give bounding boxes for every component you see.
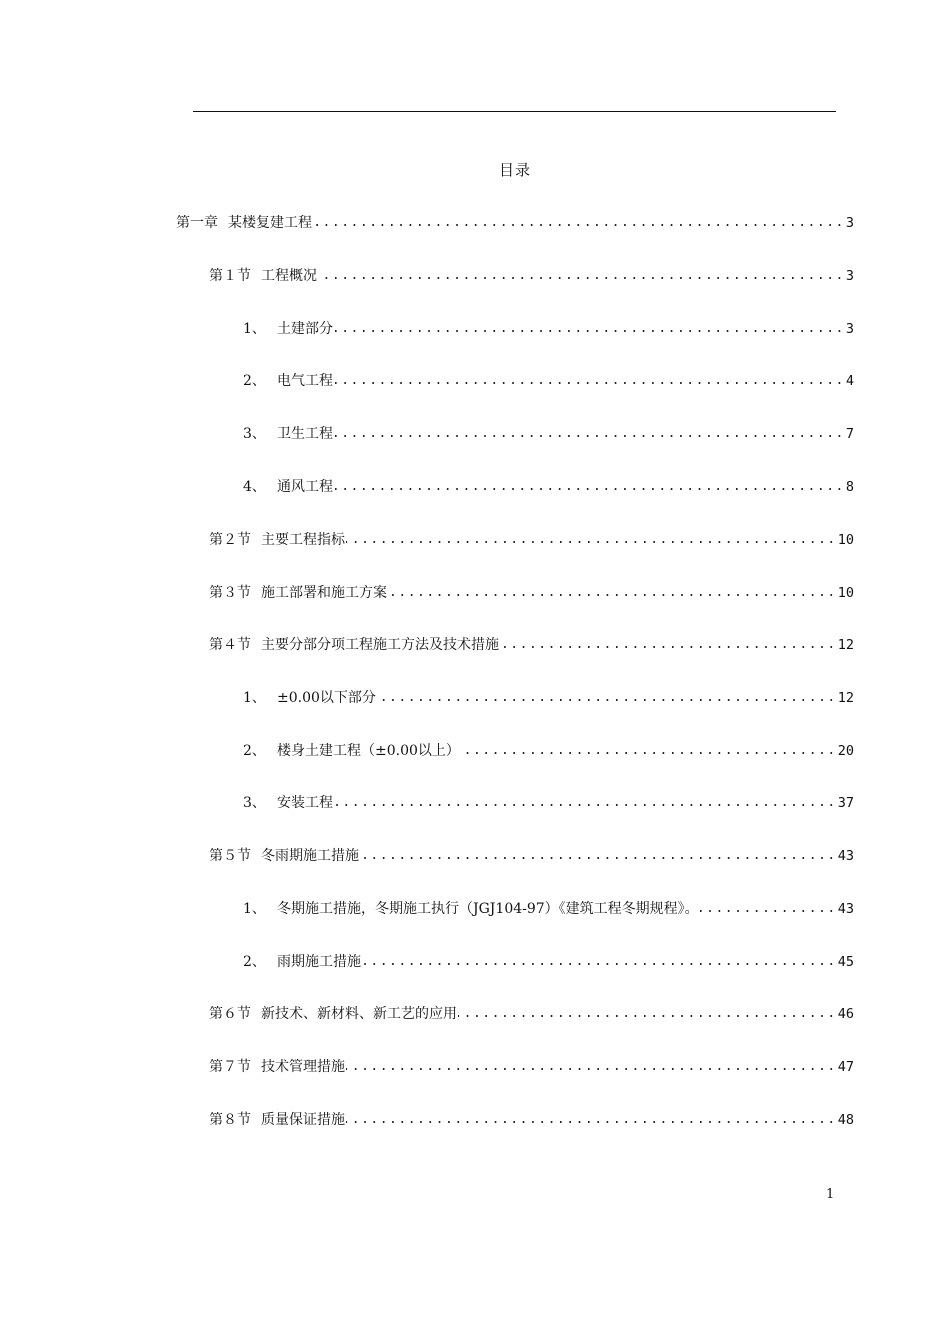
toc-entry-page: 45 (837, 954, 854, 970)
toc-entry-1-4[interactable] (243, 476, 854, 498)
toc-entry-text: ±0.00以下部分 (277, 690, 376, 706)
toc-entry-number: 1、 (243, 901, 266, 917)
toc-entry-text: 电气工程 (277, 373, 333, 389)
toc-entry-text: 新技术、新材料、新工艺的应用 (261, 1006, 457, 1022)
toc-entry-text: 工程概况 (261, 268, 317, 284)
dot-leader (500, 634, 837, 656)
dot-leader (346, 529, 837, 551)
toc-entry-number: 第３节 (209, 585, 251, 601)
toc-entry-number: 1、 (243, 690, 266, 706)
toc-entry-number: 第６节 (209, 1006, 251, 1022)
dot-leader (313, 212, 845, 234)
toc-entry-page: 47 (837, 1059, 854, 1075)
toc-entry-number: 2、 (243, 373, 266, 389)
toc-entry-1-2[interactable] (243, 370, 854, 392)
toc-entry-page: 3 (845, 268, 854, 284)
toc-entry-section-8[interactable] (209, 1109, 854, 1131)
dot-leader (360, 845, 837, 867)
toc-entry-section-2[interactable] (209, 529, 854, 551)
toc-entry-page: 12 (837, 690, 854, 706)
toc-entry-page: 10 (837, 532, 854, 548)
toc-entry-page: 12 (837, 637, 854, 653)
toc-entry-text: 卫生工程 (277, 426, 333, 442)
dot-leader (334, 476, 845, 498)
toc-entry-page: 43 (837, 901, 854, 917)
toc-entry-4-2[interactable] (243, 740, 854, 762)
toc-entry-5-2[interactable] (243, 951, 854, 973)
toc-entry-page: 8 (845, 479, 854, 495)
toc-entry-text: 主要分部分项工程施工方法及技术措施 (261, 637, 499, 653)
toc-title: 目录 (498, 161, 531, 179)
toc-entry-page: 3 (845, 215, 854, 231)
toc-entry-page: 43 (837, 848, 854, 864)
toc-entry-page: 3 (845, 321, 854, 337)
toc-entry-page: 4 (845, 373, 854, 389)
toc-entry-page: 10 (837, 585, 854, 601)
toc-entry-section-1[interactable] (209, 265, 854, 287)
toc-entry-section-3[interactable] (209, 582, 854, 604)
toc-entry-number: 2、 (243, 954, 266, 970)
toc-entry-number: 第７节 (209, 1059, 251, 1075)
toc-entry-text: 施工部署和施工方案 (261, 585, 387, 601)
dot-leader (700, 898, 837, 920)
toc-entry-page: 20 (837, 743, 854, 759)
toc-entry-text: 安装工程 (277, 795, 333, 811)
toc-entry-section-7[interactable] (209, 1056, 854, 1078)
dot-leader (346, 1109, 837, 1131)
dot-leader (388, 582, 837, 604)
toc-entry-page: 37 (837, 795, 854, 811)
dot-leader (377, 687, 837, 709)
toc-entry-page: 46 (837, 1006, 854, 1022)
toc-entry-5-1[interactable] (243, 898, 854, 920)
toc-entry-text: 冬雨期施工措施 (261, 848, 359, 864)
dot-leader (334, 423, 845, 445)
toc-entry-page: 7 (845, 426, 854, 442)
dot-leader (334, 792, 837, 814)
dot-leader (461, 740, 837, 762)
toc-entry-section-6[interactable] (209, 1003, 854, 1025)
toc-entry-number: 第５节 (209, 848, 251, 864)
toc-entry-text: 质量保证措施 (261, 1112, 345, 1128)
page-number: 1 (826, 1187, 835, 1202)
toc-entry-number: 1、 (243, 321, 266, 337)
dot-leader (346, 1056, 837, 1078)
toc-entry-number: 3、 (243, 426, 266, 442)
toc-entry-chapter-1[interactable] (176, 212, 854, 234)
toc-entry-number: 4、 (243, 479, 266, 495)
toc-entry-number: 第１节 (209, 268, 251, 284)
dot-leader (458, 1003, 837, 1025)
dot-leader (334, 370, 845, 392)
toc-entry-text: 某楼复建工程 (228, 215, 312, 231)
toc-entry-1-3[interactable] (243, 423, 854, 445)
toc-entry-text: 通风工程 (277, 479, 333, 495)
toc-entry-number: 第２节 (209, 532, 251, 548)
toc-entry-4-3[interactable] (243, 792, 854, 814)
toc-entry-text: 技术管理措施 (261, 1059, 345, 1075)
toc-entry-text: 土建部分 (277, 321, 333, 337)
toc-entry-number: 2、 (243, 743, 266, 759)
dot-leader (334, 318, 845, 340)
toc-entry-number: 第一章 (176, 215, 218, 231)
toc-entry-number: 3、 (243, 795, 266, 811)
toc-entry-number: 第４节 (209, 637, 251, 653)
dot-leader (318, 265, 845, 287)
toc-entry-4-1[interactable] (243, 687, 854, 709)
toc-entry-number: 第８节 (209, 1112, 251, 1128)
dot-leader (362, 951, 837, 973)
toc-entry-section-4[interactable] (209, 634, 854, 656)
toc-entry-page: 48 (837, 1112, 854, 1128)
toc-entry-text: 楼身土建工程（±0.00以上） (277, 743, 460, 759)
toc-entry-text: 冬期施工措施，冬期施工执行（JGJ104-97）《建筑工程冬期规程》。 (277, 901, 699, 917)
toc-entry-section-5[interactable] (209, 845, 854, 867)
toc-entry-1-1[interactable] (243, 318, 854, 340)
toc-entry-text: 雨期施工措施 (277, 954, 361, 970)
toc-entry-text: 主要工程指标 (261, 532, 345, 548)
